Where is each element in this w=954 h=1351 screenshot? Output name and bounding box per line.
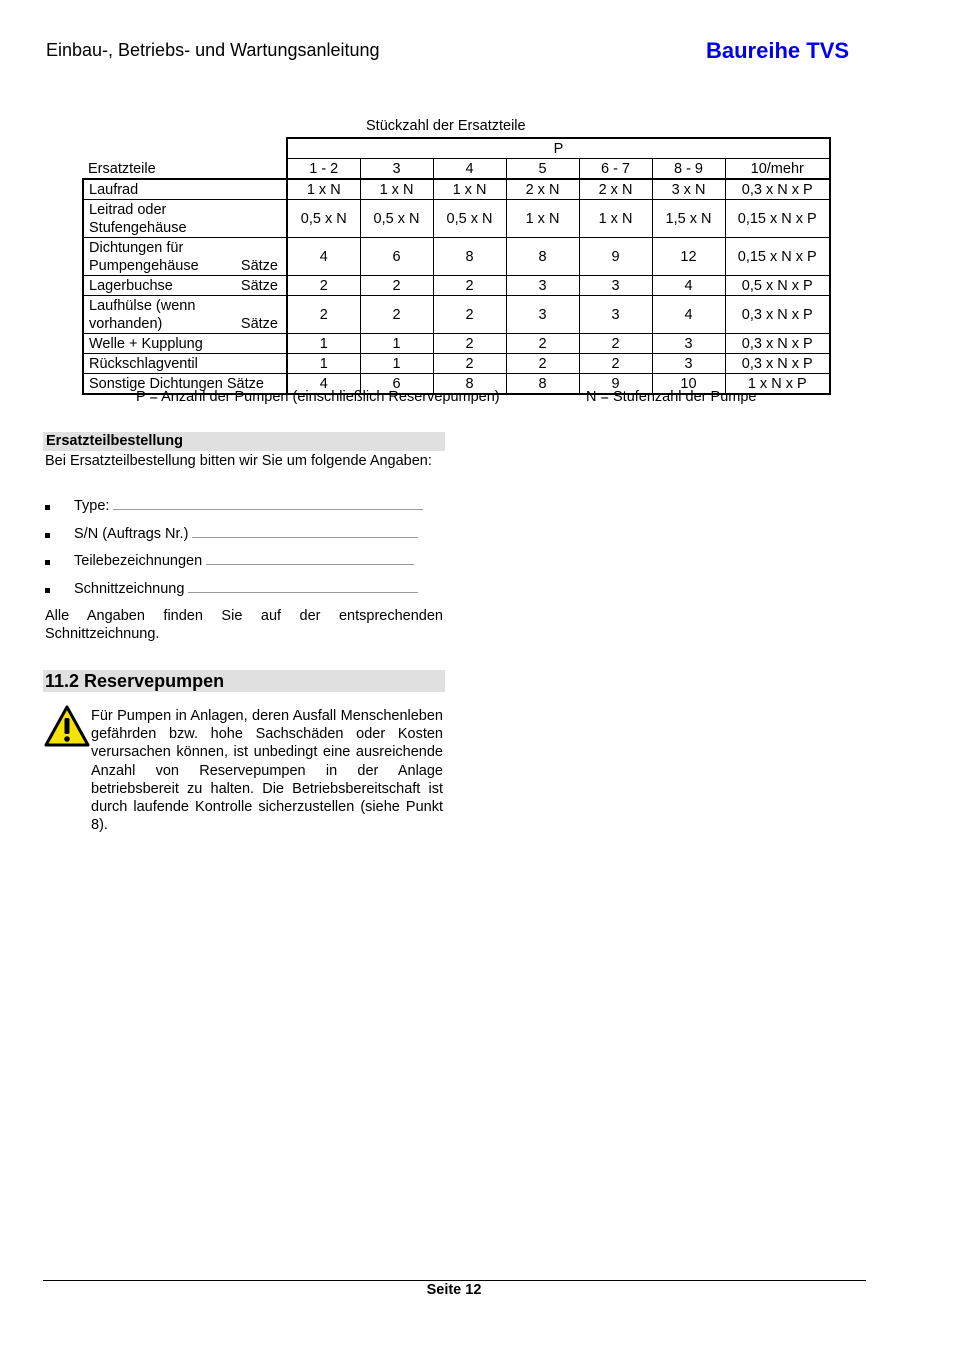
row-label: Laufrad: [83, 179, 287, 200]
table-cell: 6: [360, 374, 433, 395]
table-cell: 8: [433, 238, 506, 276]
table-cell: 1 x N: [506, 200, 579, 238]
table-cell: 8: [506, 374, 579, 395]
table-cell: 9: [579, 374, 652, 395]
table-cell: 4: [652, 296, 725, 334]
table-cell: 2: [433, 296, 506, 334]
table-cell: 0,5 x N: [433, 200, 506, 238]
table-row: [83, 334, 830, 354]
row-label: [83, 238, 287, 276]
table-cell: 4: [652, 276, 725, 296]
col-header: 8 - 9: [652, 159, 725, 180]
col-header: 1 - 2: [287, 159, 360, 180]
table-cell: 3: [506, 276, 579, 296]
table-cell: 0,5 x N: [360, 200, 433, 238]
table-cell: 3: [579, 276, 652, 296]
table-cell: 3: [652, 354, 725, 374]
label-header: Ersatzteile: [83, 159, 287, 180]
row-label: Rückschlagventil: [83, 354, 287, 374]
table-cell: 1: [360, 334, 433, 354]
table-row: [83, 238, 830, 276]
table-cell: 0,3 x N x P: [725, 179, 830, 200]
row-label: [83, 296, 287, 334]
bullet-icon: [45, 588, 50, 593]
footer-divider: [43, 1280, 866, 1281]
list-item-label: S/N (Auftrags Nr.): [74, 526, 189, 542]
table-cell: 2: [433, 276, 506, 296]
row-label: Welle + Kupplung: [83, 334, 287, 354]
col-header: 5: [506, 159, 579, 180]
row-label-line: Laufhülse (wenn: [89, 297, 196, 314]
row-unit: Sätze: [240, 315, 278, 332]
spare-parts-table: [82, 137, 831, 395]
table-row: [83, 276, 830, 296]
page-number: Seite 12: [426, 1282, 482, 1298]
list-item-label: Schnittzeichnung: [74, 581, 185, 597]
table-cell: 2: [506, 334, 579, 354]
legend-n: N = Stufenzahl der Pumpe: [586, 389, 757, 405]
table-cell: 0,5 x N x P: [725, 276, 830, 296]
fill-line: [188, 592, 418, 593]
col-header: 6 - 7: [579, 159, 652, 180]
table-cell: 1 x N: [360, 179, 433, 200]
table-cell: 3: [506, 296, 579, 334]
group-header-p: P: [287, 138, 830, 159]
col-header: 4: [433, 159, 506, 180]
table-cell: 3 x N: [652, 179, 725, 200]
row-label-line: Leitrad oder: [89, 201, 167, 218]
table-cell: 4: [287, 374, 360, 395]
row-label: [83, 200, 287, 238]
table-cell: 2: [433, 354, 506, 374]
table-cell: 0,5 x N: [287, 200, 360, 238]
row-label: [83, 276, 287, 296]
table-cell: 2: [433, 334, 506, 354]
col-header: 3: [360, 159, 433, 180]
table-cell: 0,3 x N x P: [725, 334, 830, 354]
row-label-line: Dichtungen für: [89, 239, 184, 256]
table-cell: 1 x N: [433, 179, 506, 200]
table-cell: 0,15 x N x P: [725, 238, 830, 276]
table-cell: 0,15 x N x P: [725, 200, 830, 238]
table-cell: 2: [506, 354, 579, 374]
table-cell: 1: [287, 354, 360, 374]
row-label-line: Lagerbuchse: [89, 277, 173, 294]
warning-triangle-icon: [44, 705, 90, 747]
bullet-icon: [45, 560, 50, 565]
reserve-heading: 11.2 Reservepumpen: [43, 670, 445, 692]
reserve-text: Für Pumpen in Anlagen, deren Ausfall Menschenleben gefährden bzw. hohe Sachschäden oder Kosten verursachen können, ist unbedingt eine ausreichende Anzahl von Reservepumpen in der Anlage betriebsbereit zu halten. Die Betriebsbereitschaft ist durch laufende Kontrolle sicherzustellen (siehe Punkt 8).: [91, 708, 443, 834]
table-cell: 9: [579, 238, 652, 276]
table-body: [83, 179, 830, 394]
table-cell: 1,5 x N: [652, 200, 725, 238]
order-heading: Ersatzteilbestellung: [43, 432, 445, 451]
table-row: [83, 200, 830, 238]
table-cell: 2: [287, 276, 360, 296]
table-cell: 2: [360, 296, 433, 334]
table-cell: 2 x N: [506, 179, 579, 200]
table-cell: 1: [360, 354, 433, 374]
table-cell: 10: [652, 374, 725, 395]
fill-line: [192, 537, 418, 538]
row-unit: Sätze: [240, 257, 278, 274]
table-cell: 8: [433, 374, 506, 395]
table-cell: 12: [652, 238, 725, 276]
table-row: [83, 354, 830, 374]
table-cell: 2 x N: [579, 179, 652, 200]
table-cell: 0,3 x N x P: [725, 354, 830, 374]
fill-line: [113, 509, 423, 510]
table-cell: 1 x N: [287, 179, 360, 200]
table-cell: 3: [579, 296, 652, 334]
row-label-line: Stufengehäuse: [89, 219, 187, 236]
order-intro: Bei Ersatzteilbestellung bitten wir Sie um folgende Angaben:: [45, 453, 432, 469]
fill-line: [206, 564, 414, 565]
table-cell: 1: [287, 334, 360, 354]
table-caption: Stückzahl der Ersatzteile: [366, 118, 526, 134]
table-row: [83, 296, 830, 334]
row-label-line: Pumpengehäuse: [89, 257, 199, 274]
table-cell: 1 x N: [579, 200, 652, 238]
table-cell: 8: [506, 238, 579, 276]
table-cell: 2: [360, 276, 433, 296]
col-header: 10/mehr: [725, 159, 830, 180]
row-label: Sonstige Dichtungen Sätze: [83, 374, 287, 395]
table-cell: 1 x N x P: [725, 374, 830, 395]
table-cell: 4: [287, 238, 360, 276]
row-unit: Sätze: [240, 277, 278, 294]
table-cell: 3: [652, 334, 725, 354]
header-title: Einbau-, Betriebs- und Wartungsanleitung: [46, 40, 380, 60]
table-row: [83, 179, 830, 200]
list-item-label: Type:: [74, 498, 110, 514]
bullet-icon: [45, 533, 50, 538]
row-label-line: vorhanden): [89, 315, 163, 332]
table-cell: 6: [360, 238, 433, 276]
table-cell: 2: [287, 296, 360, 334]
table-cell: 2: [579, 334, 652, 354]
header-series: Baureihe TVS: [706, 38, 850, 63]
table-cell: 0,3 x N x P: [725, 296, 830, 334]
legend-p: P = Anzahl der Pumpen (einschließlich Reservepumpen): [136, 389, 500, 405]
list-item-label: Teilebezeichnungen: [74, 553, 203, 569]
bullet-icon: [45, 505, 50, 510]
order-outro: Alle Angaben finden Sie auf der entsprechenden Schnittzeichnung.: [45, 608, 443, 642]
table-cell: 2: [579, 354, 652, 374]
